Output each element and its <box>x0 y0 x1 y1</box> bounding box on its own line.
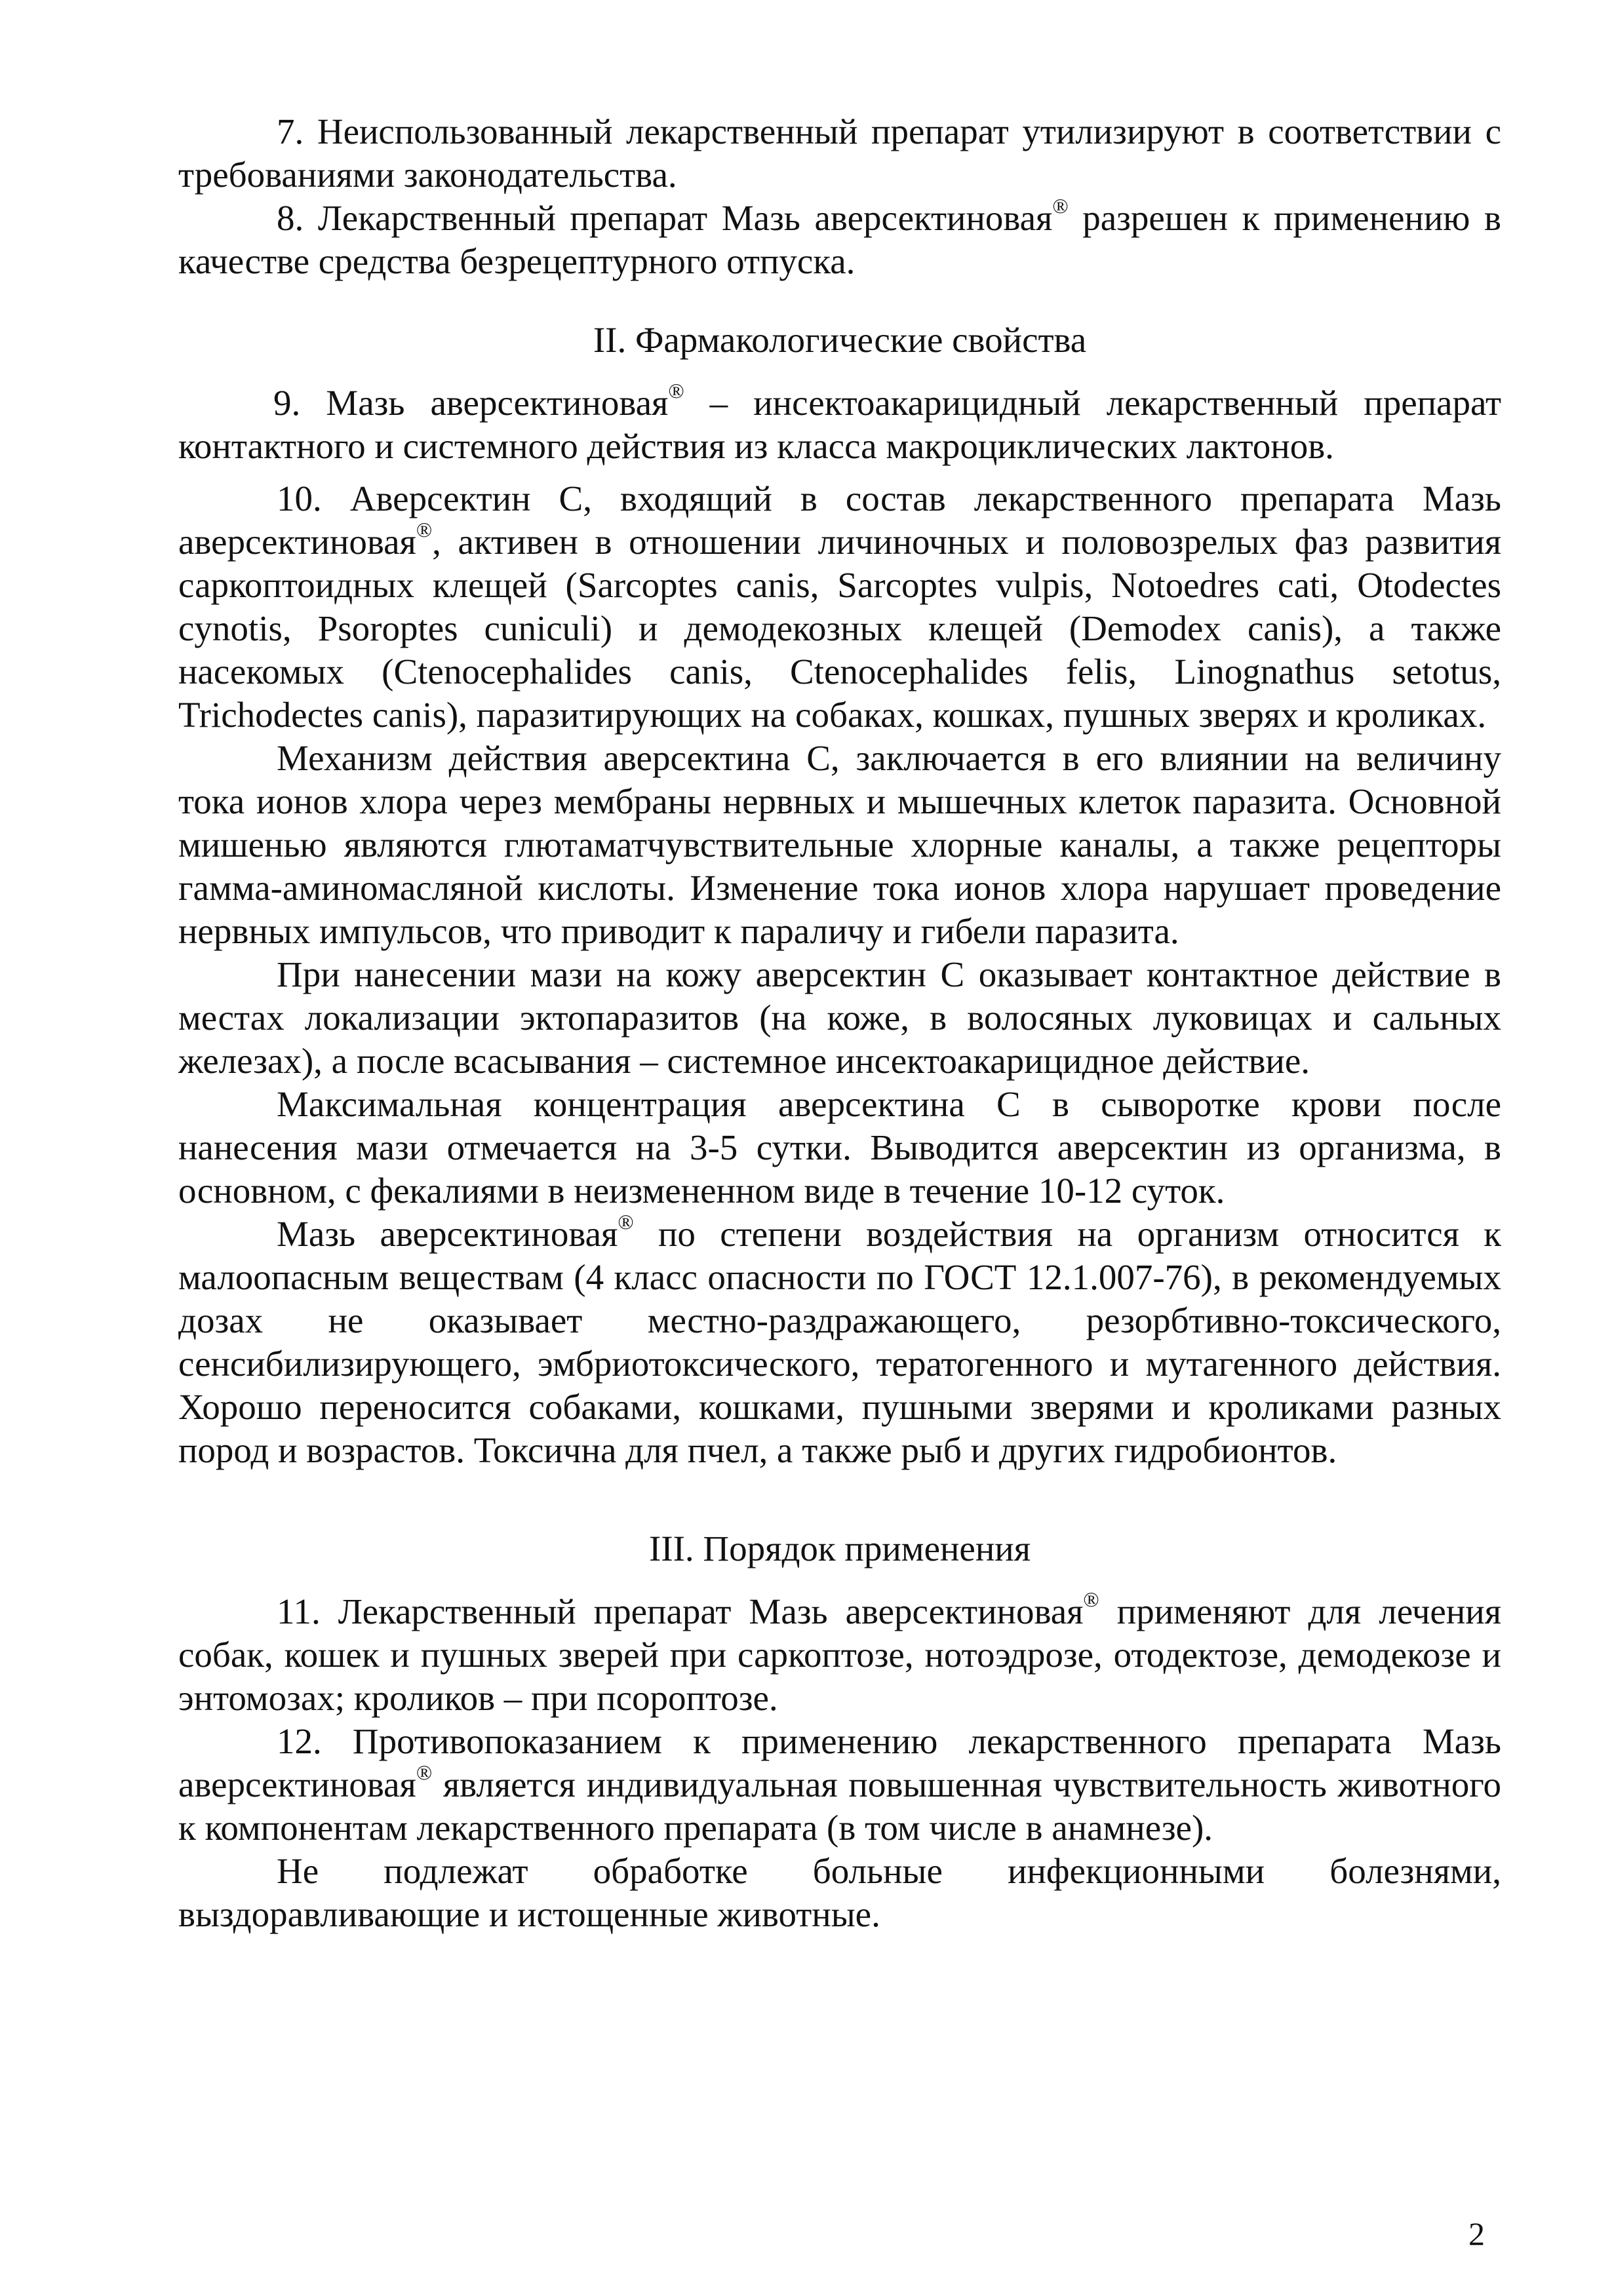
paragraph-10-start: 10. Аверсектин С, входящий в состав лекарственного препарата Мазь аверсектиновая <box>178 478 1501 562</box>
paragraph-12 <box>178 1720 1501 1850</box>
registered-mark: ® <box>416 518 433 541</box>
registered-mark: ® <box>1083 1587 1099 1611</box>
paragraph-11-end: применяют для лечения собак, кошек и пушных зверей при саркоптозе, нотоэдрозе, отодектозе, демодекозе и энтомозах; кроликов – при псороптозе. <box>178 1591 1501 1718</box>
paragraph-8 <box>178 194 1501 283</box>
registered-mark: ® <box>618 1210 634 1234</box>
page-content <box>178 110 1501 1936</box>
paragraph-7: 7. Неиспользованный лекарственный препарат утилизируют в соответствии с требованиями законодательства. <box>178 111 1501 195</box>
paragraph-10 <box>178 477 1501 737</box>
section-heading-administration: III. Порядок применения <box>648 1528 1031 1568</box>
page-number: 2 <box>1468 2215 1485 2252</box>
registered-mark: ® <box>668 379 684 402</box>
paragraph-toxicity-start: Мазь аверсектиновая <box>277 1214 618 1254</box>
paragraph-12-end: является индивидуальная повышенная чувствительность животного к компонентам лекарственного препарата (в том числе в анамнезе). <box>178 1764 1501 1848</box>
paragraph-mechanism: Механизм действия аверсектина С, заключается в его влиянии на величину тока ионов хлора через мембраны нервных и мышечных клеток паразита. Основной мишенью являются глютаматчувствительные хлорные каналы, а также рецепторы гамма-аминомасляной кислоты. Изменение тока ионов хлора нарушает проведение нервных импульсов, что приводит к параличу и гибели паразита. <box>178 738 1501 951</box>
paragraph-12-start: 12. Противопоказанием к применению лекарственного препарата Мазь аверсектиновая <box>178 1721 1501 1804</box>
paragraph-8-start: 8. Лекарственный препарат Мазь аверсектиновая <box>277 198 1053 238</box>
paragraph-9 <box>178 381 1501 468</box>
paragraph-not-treated: Не подлежат обработке больные инфекционными болезнями, выздоравливающие и истощенные животные. <box>178 1851 1501 1934</box>
registered-mark: ® <box>416 1761 433 1784</box>
paragraph-toxicity-end: по степени воздействия на организм относится к малоопасным веществам (4 класс опасности по ГОСТ 12.1.007-76), в рекомендуемых дозах не оказывает местно-раздражающего, резорбтивно-токсического, сенсибилизирующего, эмбриотоксического, тератогенного и мутагенного действия. Хорошо переносится собаками, кошками, пушными зверями и кроликами разных пород и возрастов. Токсична для пчел, а также рыб и других гидробионтов. <box>178 1214 1501 1470</box>
paragraph-9-end: – инсектоакарицидный лекарственный препарат контактного и системного действия из класса макроциклических лактонов. <box>178 383 1501 466</box>
paragraph-10-end: , активен в отношении личиночных и половозрелых фаз развития саркоптоидных клещей (Sarcoptes canis, Sarcoptes vulpis, Notoedres cati, Otodectes cynotis, Psoroptes cuniculi) и демодекозных клещей (Demodex canis), а также насекомых (Ctenocephalides canis, Ctenocephalides felis, Linognathus setotus, Trichodectes canis), паразитирующих на собаках, кошках, пушных зверях и кроликах. <box>178 522 1501 735</box>
registered-mark: ® <box>1052 194 1069 218</box>
paragraph-contact-action: При нанесении мази на кожу аверсектин С оказывает контактное действие в местах локализации эктопаразитов (на коже, в волосяных луковицах и сальных железах), а после всасывания – системное инсектоакарицидное действие. <box>178 954 1501 1081</box>
paragraph-11 <box>178 1587 1501 1720</box>
paragraph-9-start: 9. Мазь аверсектиновая <box>273 383 669 423</box>
paragraph-8-end: разрешен к применению в качестве средства безрецептурного отпуска. <box>178 198 1501 281</box>
paragraph-concentration: Максимальная концентрация аверсектина С в сыворотке крови после нанесения мази отмечается на 3-5 сутки. Выводится аверсектин из организма, в основном, с фекалиями в неизмененном виде в течение 10-12 суток. <box>178 1084 1501 1211</box>
paragraph-11-start: 11. Лекарственный препарат Мазь аверсектиновая <box>277 1591 1084 1631</box>
section-heading-pharmacology: II. Фармакологические свойства <box>593 320 1087 360</box>
paragraph-toxicity <box>178 1210 1501 1472</box>
